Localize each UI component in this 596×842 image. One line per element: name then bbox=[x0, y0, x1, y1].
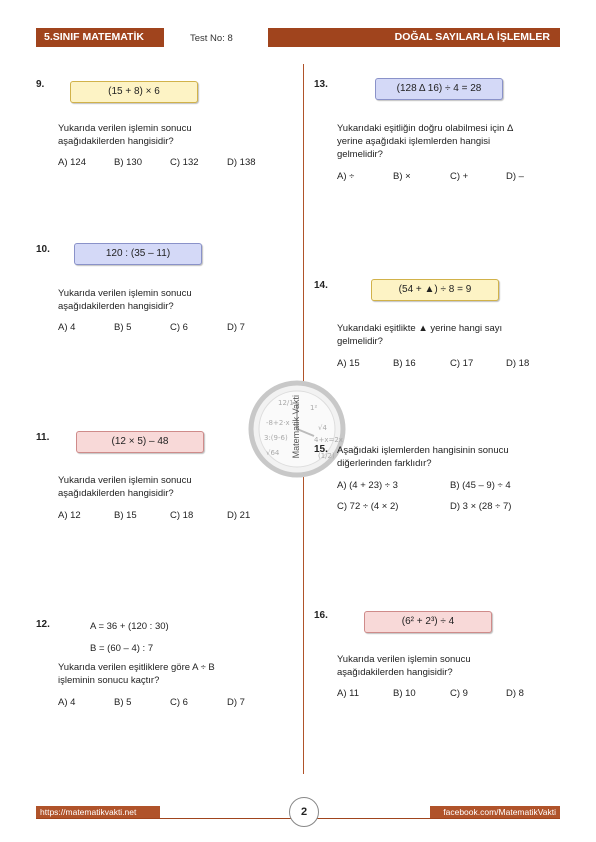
question-15-text-line2: diğerlerinden farklıdır? bbox=[337, 458, 432, 469]
question-15-option-a[interactable]: A) (4 + 23) ÷ 3 bbox=[337, 480, 398, 491]
question-9-option-c[interactable]: C) 132 bbox=[170, 157, 199, 168]
question-11-option-a[interactable]: A) 12 bbox=[58, 510, 81, 521]
question-14-option-c[interactable]: C) 17 bbox=[450, 358, 474, 369]
question-14-option-a[interactable]: A) 15 bbox=[337, 358, 360, 369]
question-15-text-line1: Aşağıdaki işlemlerden hangisinin sonucu bbox=[337, 445, 509, 456]
svg-text:4+x=2x: 4+x=2x bbox=[314, 436, 343, 444]
question-14-text-line2: gelmelidir? bbox=[337, 336, 383, 347]
question-10-option-b[interactable]: B) 5 bbox=[114, 322, 132, 333]
question-11-expression: (12 × 5) – 48 bbox=[76, 431, 204, 453]
question-11-option-c[interactable]: C) 18 bbox=[170, 510, 194, 521]
question-11-text-line1: Yukarıda verilen işlemin sonucu bbox=[58, 475, 192, 486]
question-13-expression: (128 Δ 16) ÷ 4 = 28 bbox=[375, 78, 503, 100]
question-9-text-line2: aşağıdakilerden hangisidir? bbox=[58, 136, 174, 147]
footer-website-link[interactable]: https://matematikvakti.net bbox=[36, 806, 160, 818]
question-12-option-a[interactable]: A) 4 bbox=[58, 697, 76, 708]
question-9-expression: (15 + 8) × 6 bbox=[70, 81, 198, 103]
question-10-option-a[interactable]: A) 4 bbox=[58, 322, 76, 333]
question-11-text-line2: aşağıdakilerden hangisidir? bbox=[58, 488, 174, 499]
svg-text:-8+2·x: -8+2·x bbox=[266, 419, 290, 427]
question-12-text-line1: Yukarıda verilen eşitliklere göre A ÷ B bbox=[58, 662, 215, 673]
question-10-option-d[interactable]: D) 7 bbox=[227, 322, 245, 333]
question-12-number: 12. bbox=[36, 619, 50, 630]
question-9-option-a[interactable]: A) 124 bbox=[58, 157, 86, 168]
question-13-number: 13. bbox=[314, 79, 328, 90]
question-16-text-line1: Yukarıda verilen işlemin sonucu bbox=[337, 654, 471, 665]
page-number: 2 bbox=[289, 797, 319, 827]
question-14-number: 14. bbox=[314, 280, 328, 291]
question-16-number: 16. bbox=[314, 610, 328, 621]
question-15-option-c[interactable]: C) 72 ÷ (4 × 2) bbox=[337, 501, 399, 512]
question-13-text-line2: yerine aşağıdaki işlemlerden hangisi bbox=[337, 136, 491, 147]
question-12-option-b[interactable]: B) 5 bbox=[114, 697, 132, 708]
question-16-option-d[interactable]: D) 8 bbox=[506, 688, 524, 699]
question-10-number: 10. bbox=[36, 244, 50, 255]
question-13-text-line1: Yukarıdaki eşitliğin doğru olabilmesi için Δ bbox=[337, 123, 514, 134]
header-right-title: DOĞAL SAYILARLA İŞLEMLER bbox=[268, 28, 560, 47]
question-12-equation-a: A = 36 + (120 : 30) bbox=[90, 621, 169, 632]
footer-facebook-link[interactable]: facebook.com/MatematikVakti bbox=[430, 806, 560, 818]
question-12-option-c[interactable]: C) 6 bbox=[170, 697, 188, 708]
question-14-expression: (54 + ▲) ÷ 8 = 9 bbox=[371, 279, 499, 301]
question-9-text-line1: Yukarıda verilen işlemin sonucu bbox=[58, 123, 192, 134]
question-14-text-line1: Yukarıdaki eşitlikte ▲ yerine hangi sayı bbox=[337, 323, 503, 334]
svg-text:1²: 1² bbox=[310, 404, 318, 412]
svg-text:3:(9-6): 3:(9-6) bbox=[264, 434, 288, 442]
question-12-option-d[interactable]: D) 7 bbox=[227, 697, 245, 708]
question-16-expression: (6² + 2³) ÷ 4 bbox=[364, 611, 492, 633]
svg-text:12/1: 12/1 bbox=[278, 399, 294, 407]
question-12-equation-b: B = (60 – 4) : 7 bbox=[90, 643, 154, 654]
question-11-option-d[interactable]: D) 21 bbox=[227, 510, 251, 521]
question-16-text-line2: aşağıdakilerden hangisidir? bbox=[337, 667, 453, 678]
question-12-text-line2: işleminin sonucu kaçtır? bbox=[58, 675, 160, 686]
watermark-text: Matematik Vakti bbox=[291, 395, 301, 459]
svg-text:√4: √4 bbox=[318, 424, 327, 432]
question-16-option-c[interactable]: C) 9 bbox=[450, 688, 468, 699]
test-number: Test No: 8 bbox=[190, 33, 233, 44]
question-14-option-b[interactable]: B) 16 bbox=[393, 358, 416, 369]
svg-text:(1/2): (1/2) bbox=[318, 452, 335, 460]
question-14-option-d[interactable]: D) 18 bbox=[506, 358, 530, 369]
question-9-number: 9. bbox=[36, 79, 45, 90]
question-9-option-b[interactable]: B) 130 bbox=[114, 157, 142, 168]
question-11-option-b[interactable]: B) 15 bbox=[114, 510, 137, 521]
question-10-text-line1: Yukarıda verilen işlemin sonucu bbox=[58, 288, 192, 299]
question-16-option-b[interactable]: B) 10 bbox=[393, 688, 416, 699]
question-15-option-b[interactable]: B) (45 – 9) ÷ 4 bbox=[450, 480, 511, 491]
question-13-option-a[interactable]: A) ÷ bbox=[337, 171, 355, 182]
question-15-option-d[interactable]: D) 3 × (28 ÷ 7) bbox=[450, 501, 512, 512]
question-9-option-d[interactable]: D) 138 bbox=[227, 157, 256, 168]
question-13-option-c[interactable]: C) + bbox=[450, 171, 469, 182]
question-10-option-c[interactable]: C) 6 bbox=[170, 322, 188, 333]
question-10-text-line2: aşağıdakilerden hangisidir? bbox=[58, 301, 174, 312]
question-16-option-a[interactable]: A) 11 bbox=[337, 688, 360, 699]
question-10-expression: 120 : (35 – 11) bbox=[74, 243, 202, 265]
question-13-option-b[interactable]: B) × bbox=[393, 171, 411, 182]
question-13-text-line3: gelmelidir? bbox=[337, 149, 383, 160]
question-11-number: 11. bbox=[36, 432, 50, 443]
header-left-title: 5.SINIF MATEMATİK bbox=[36, 28, 164, 47]
question-15-number: 15. bbox=[314, 444, 328, 455]
svg-text:√64: √64 bbox=[266, 449, 280, 457]
question-13-option-d[interactable]: D) – bbox=[506, 171, 524, 182]
